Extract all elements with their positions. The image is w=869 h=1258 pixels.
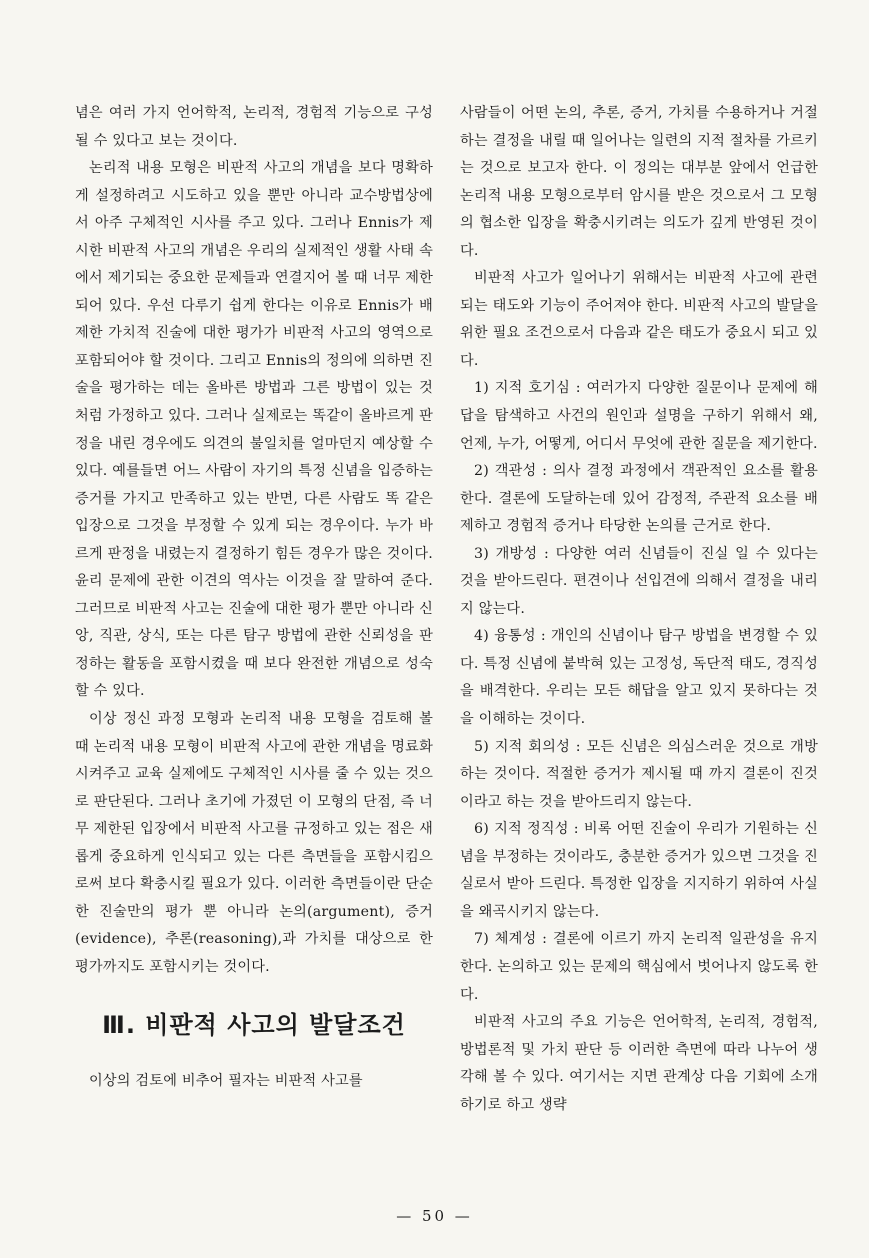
list-item: 5) 지적 회의성 : 모든 신념은 의심스러운 것으로 개방하는 것이다. 적절한 증거가 제시될 때 까지 결론이 진것이라고 하는 것을 받아드리지 않는다. [460, 738, 818, 810]
paragraph: 이상의 검토에 비추어 필자는 비판적 사고를 [89, 1072, 363, 1089]
paragraph: 논리적 내용 모형은 비판적 사고의 개념을 보다 명확하게 설정하려고 시도하고 있을 뿐만 아니라 교수방법상에서 아주 구체적인 시사를 주고 있다. 그러나 Ennis가 제시한 비판적 사고의 개념은 우리의 실제적인 생활 사태 속에서 제기되는 중요한 문제들과 연결지어 볼 때 너무 제한되어 있다. 우선 다루기 쉽게 한다는 이유로 Ennis가 배제한 가치적 진술에 대한 평가가 비판적 사고의 영역으로 포함되어야 할 것이다. 그리고 Ennis의 정의에 의하면 진술을 평가하는 데는 올바른 방법과 그른 방법이 있는 것 처럼 가정하고 있다. 그러나 실제로는 똑같이 올바르게 판정을 내린 경우에도 의견의 불일치를 얼마던지 예상할 수 있다. 예를들면 어느 사람이 자기의 특정 신념을 입증하는 증거를 가지고 만족하고 있는 반면, 다른 사람도 똑 같은 입장으로 그것을 부정할 수 있게 되는 경우이다. 누가 바르게 판정을 내렸는지 결정하기 힘든 경우가 많은 것이다. 윤리 문제에 관한 이견의 역사는 이것을 잘 말하여 준다. 그러므로 비판적 사고는 진술에 대한 평가 뿐만 아니라 신앙, 직관, 상식, 또는 다른 탐구 방법에 관한 신뢰성을 판정하는 활동을 포함시켰을 때 보다 완전한 개념으로 성숙할 수 있다. [75, 160, 433, 700]
page-number: — 50 — [396, 1207, 473, 1225]
list-item: 2) 객관성 : 의사 결정 과정에서 객관적인 요소를 활용한다. 결론에 도달하는데 있어 감정적, 주관적 요소를 배제하고 경험적 증거나 타당한 논의를 근거로 한다. [460, 463, 818, 535]
paragraph: 념은 여러 가지 언어학적, 논리적, 경험적 기능으로 구성될 수 있다고 보는 것이다. [75, 105, 433, 149]
paragraph: 비판적 사고의 주요 기능은 언어학적, 논리적, 경험적, 방법론적 및 가치 판단 등 이러한 측면에 따라 나누어 생각해 볼 수 있다. 여기서는 지면 관계상 다음 기회에 소개하기로 하고 생략 [460, 1014, 818, 1113]
paragraph: 비판적 사고가 일어나기 위해서는 비판적 사고에 관련되는 태도와 기능이 주어져야 한다. 비판적 사고의 발달을 위한 필요 조건으로서 다음과 같은 태도가 중요시 되고 있다. [460, 270, 818, 369]
list-item: 1) 지적 호기심 : 여러가지 다양한 질문이나 문제에 해답을 탐색하고 사건의 원인과 설명을 구하기 위해서 왜, 언제, 누가, 어떻게, 어디서 무엇에 관한 질문을 제기한다. [460, 380, 818, 452]
paragraph: 이상 정신 과정 모형과 논리적 내용 모형을 검토해 볼 때 논리적 내용 모형이 비판적 사고에 관한 개념을 명료화 시켜주고 교육 실제에도 구체적인 시사를 줄 수 있는 것으로 판단된다. 그러나 초기에 가졌던 이 모형의 단점, 즉 너무 제한된 입장에서 비판적 사고를 규정하고 있는 점은 새롭게 중요하게 인식되고 있는 다른 측면들을 포함시킴으로써 보다 확충시킬 필요가 있다. 이러한 측면들이란 단순한 진술만의 평가 뿐 아니라 논의(argument), 증거(evidence), 추론(reasoning),과 가치를 대상으로 한 평가까지도 포함시키는 것이다. [75, 711, 433, 975]
left-column [75, 100, 433, 1095]
list-item: 7) 체계성 : 결론에 이르기 까지 논리적 일관성을 유지한다. 논의하고 있는 문제의 핵심에서 벗어나지 않도록 한다. [460, 931, 818, 1003]
list-item: 3) 개방성 : 다양한 여러 신념들이 진실 일 수 있다는 것을 받아드린다. 편견이나 선입견에 의해서 결정을 내리지 않는다. [460, 545, 818, 617]
paragraph: 사람들이 어떤 논의, 추론, 증거, 가치를 수용하거나 거절하는 결정을 내릴 때 일어나는 일련의 지적 절차를 가르키는 것으로 보고자 한다. 이 정의는 대부분 앞에서 언급한 논리적 내용 모형으로부터 암시를 받은 것으로서 그 모형의 협소한 입장을 확충시키려는 의도가 깊게 반영된 것이다. [460, 105, 818, 259]
list-item: 6) 지적 정직성 : 비록 어떤 진술이 우리가 기원하는 신념을 부정하는 것이라도, 충분한 증거가 있으면 그것을 진실로서 받아 드린다. 특정한 입장을 지지하기 위하여 사실을 왜곡시키지 않는다. [460, 821, 818, 920]
list-item: 4) 융통성 : 개인의 신념이나 탐구 방법을 변경할 수 있다. 특정 신념에 붙박혀 있는 고정성, 독단적 태도, 경직성을 배격한다. 우리는 모든 해답을 알고 있지 못하다는 것을 이해하는 것이다. [460, 628, 818, 728]
section-heading: Ⅲ. 비판적 사고의 발달조건 [102, 1010, 406, 1039]
right-column [460, 100, 818, 1119]
